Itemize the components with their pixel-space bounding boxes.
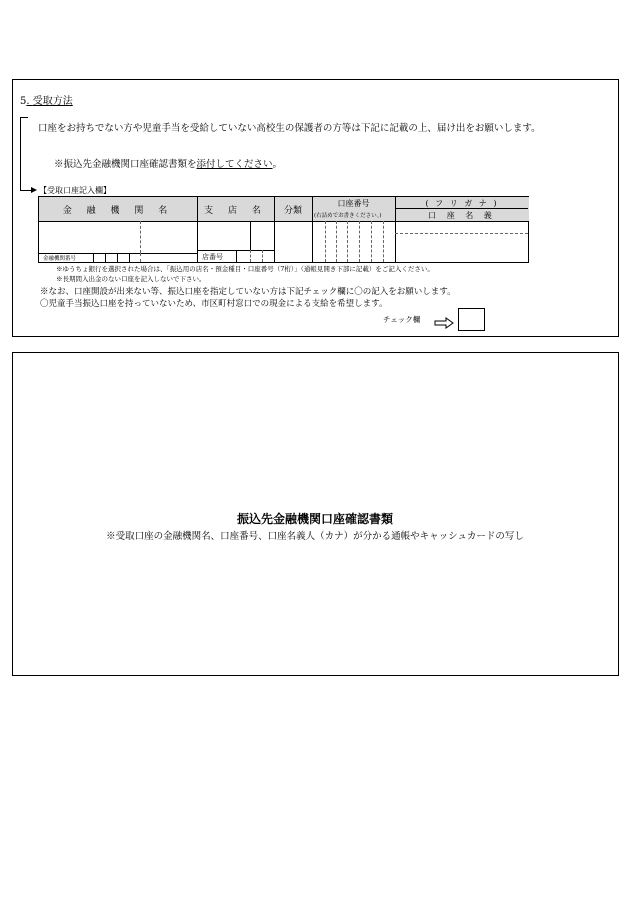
check-label: チェック欄 <box>383 315 421 324</box>
cash-option-note: 〇児童手当振込口座を持っていないため、市区町村窓口での現金による支給を希望します。 <box>40 299 388 309</box>
arrow-right-icon <box>31 187 37 193</box>
attachment-note-emphasis: 添付してください <box>196 159 273 170</box>
cash-option-checkbox[interactable] <box>458 308 485 331</box>
long-term-note: ※長期間入出金のない口座を記入しないで下さい。 <box>56 275 206 283</box>
header-bank-name: 金 融 機 関 名 <box>62 206 174 216</box>
section-heading: 5. 受取方法 <box>20 96 73 107</box>
header-furigana: ( フ リ ガ ナ ) <box>425 199 499 208</box>
yucho-note: ※ゆうちょ銀行を選択された場合は、「振込用の店名・預金種目・口座番号（7桁）」（通帳見開き下部に記載）をご記入ください。 <box>56 265 434 273</box>
header-account-number-note: (右詰めでお書きください。) <box>314 213 382 219</box>
instruction-paragraph: 口座をお持ちでない方や児童手当を受給していない高校生の保護者の方等は下記に記載の上、届け出をお願いします。 <box>38 123 541 134</box>
flow-bracket <box>20 117 28 191</box>
account-table-label: 【受取口座記入欄】 <box>39 186 111 195</box>
bank-code-label: 金融機関番号 <box>43 256 77 262</box>
section-title: 受取方法 <box>32 96 73 107</box>
header-account-holder: 口 座 名 義 <box>428 211 496 220</box>
header-branch-name: 支 店 名 <box>204 206 267 216</box>
section-number: 5 <box>20 96 27 107</box>
header-account-number: 口座番号 <box>337 199 370 208</box>
attachment-title: 振込先金融機関口座確認書類 <box>236 512 393 526</box>
header-type: 分類 <box>283 206 302 216</box>
attachment-note: ※振込先金融機関口座確認書類を添付してください。 <box>54 159 283 170</box>
account-table <box>38 196 529 263</box>
arrow-right-outline-icon <box>434 314 454 333</box>
no-account-note: ※なお、口座開設が出来ない等、振込口座を指定していない方は下記チェック欄に〇の記入をお願いします。 <box>40 287 456 297</box>
branch-code-label: 店番号 <box>202 253 223 261</box>
attachment-subtitle: ※受取口座の金融機関名、口座番号、口座名義人（カナ）が分かる通帳やキャッシュカードの写し <box>106 531 524 542</box>
